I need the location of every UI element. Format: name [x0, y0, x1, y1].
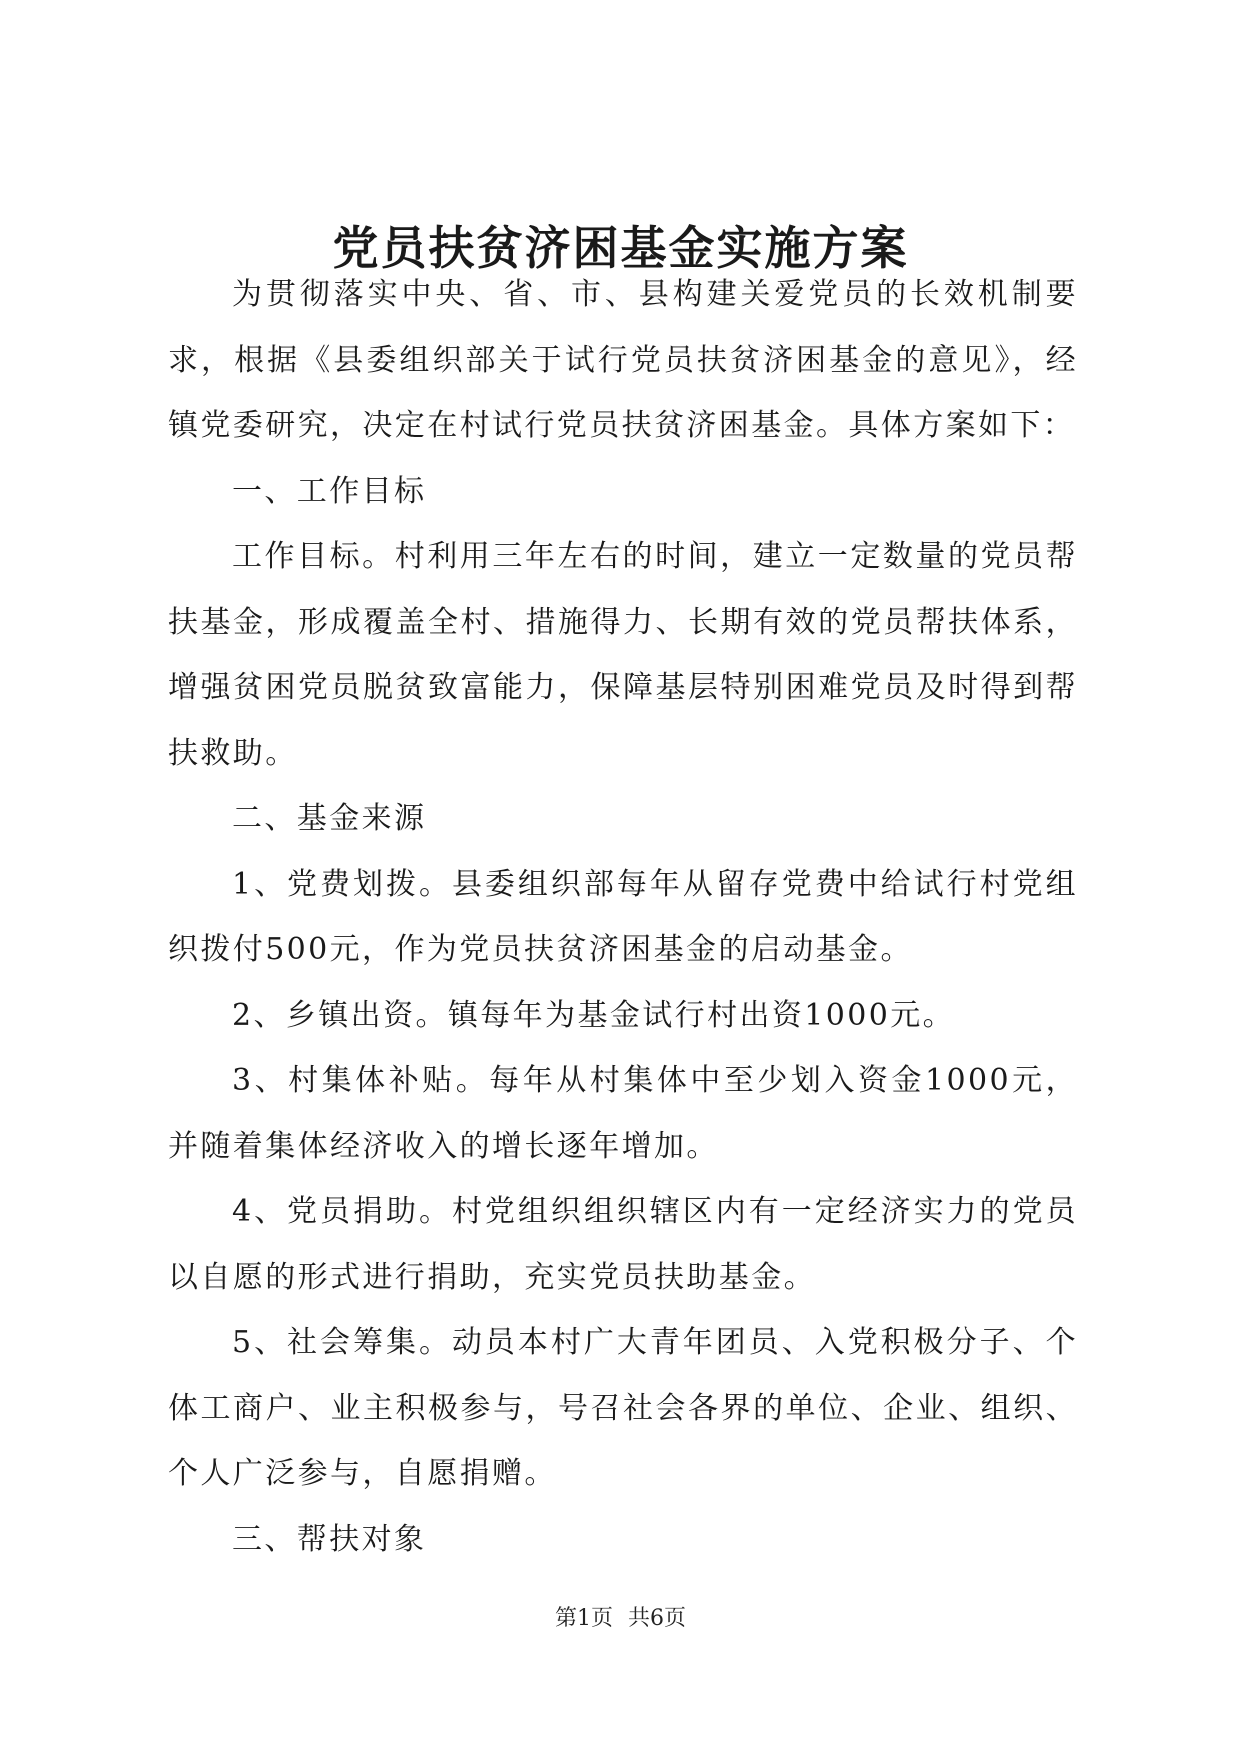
paragraph-intro: 为贯彻落实中央、省、市、县构建关爱党员的长效机制要求，根据《县委组织部关于试行党员扶贫济困基金的意见》，经镇党委研究，决定在村试行党员扶贫济困基金。具体方案如下：	[168, 277, 1078, 443]
heading-fund-source: 二、基金来源	[232, 801, 427, 836]
paragraph-fund-source-3: 3、村集体补贴。每年从村集体中至少划入资金1000元，并随着集体经济收入的增长逐年增加。	[168, 1063, 1078, 1164]
paragraph-work-goal: 工作目标。村利用三年左右的时间，建立一定数量的党员帮扶基金，形成覆盖全村、措施得力、长期有效的党员帮扶体系，增强贫困党员脱贫致富能力，保障基层特别困难党员及时得到帮扶救助。	[168, 539, 1078, 771]
document-title: 党员扶贫济困基金实施方案	[332, 221, 909, 275]
page-number: 第1页	[555, 1606, 613, 1631]
page-footer	[0, 1604, 1241, 1634]
paragraph-fund-source-4: 4、党员捐助。村党组织组织辖区内有一定经济实力的党员以自愿的形式进行捐助，充实党员扶助基金。	[168, 1194, 1078, 1295]
paragraph-fund-source-1: 1、党费划拨。县委组织部每年从留存党费中给试行村党组织拨付500元，作为党员扶贫济困基金的启动基金。	[168, 866, 1078, 967]
paragraph-fund-source-5: 5、社会筹集。动员本村广大青年团员、入党积极分子、个体工商户、业主积极参与，号召社会各界的单位、企业、组织、个人广泛参与，自愿捐赠。	[168, 1325, 1078, 1491]
heading-work-goal: 一、工作目标	[232, 473, 427, 509]
paragraph-fund-source-2: 2、乡镇出资。镇每年为基金试行村出资1000元。	[232, 997, 956, 1033]
heading-assistance-targets: 三、帮扶对象	[232, 1521, 427, 1557]
page-total: 共6页	[628, 1606, 686, 1631]
document-body	[168, 262, 1078, 1572]
